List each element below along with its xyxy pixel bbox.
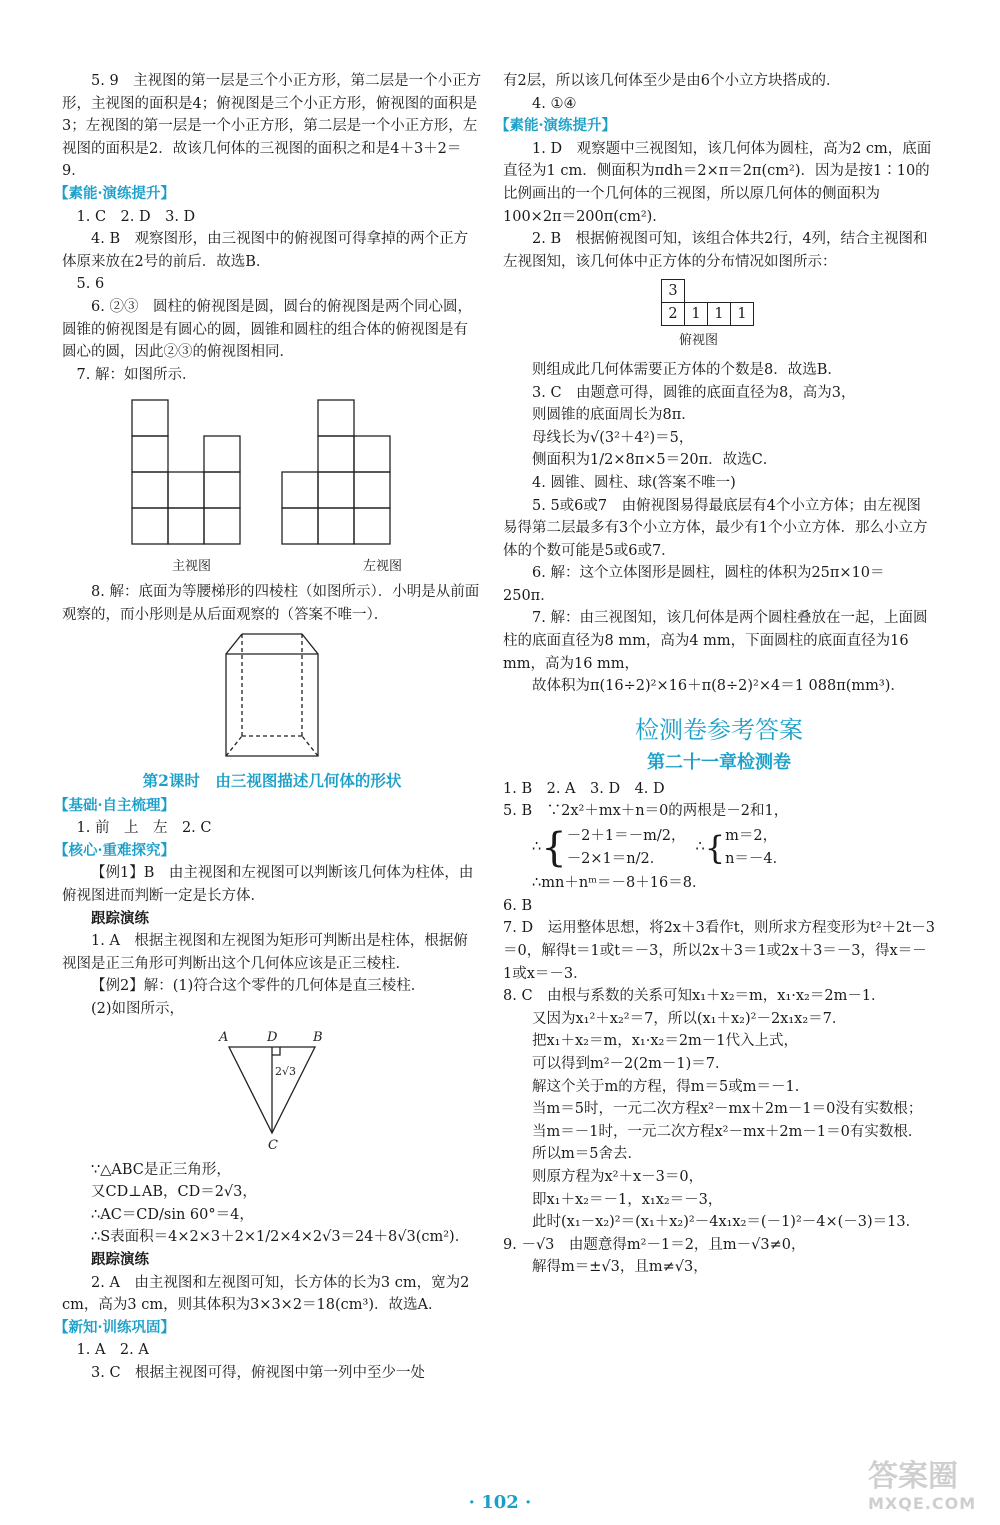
- section-heading: 【新知·训练巩固】: [54, 1318, 176, 1336]
- label-a: A: [219, 1029, 229, 1045]
- page-number: · 102 ·: [468, 1492, 532, 1513]
- answer-4: 4. B 观察图形，由三视图中的俯视图可得拿掉的两个正方体原来放在2号的前后．故选B．: [62, 231, 469, 270]
- test-answer-6: 6. B: [503, 897, 533, 914]
- sol-line-1: m＝2，: [725, 828, 778, 845]
- test-answer-1-4: 1. B 2. A 3. D 4. D: [503, 780, 665, 797]
- brace: {: [541, 824, 567, 871]
- test-answer-9: 9. －√3 由题意得m²－1＝2，且m－√3≠0，: [503, 1236, 806, 1253]
- answer-2-result: 则组成此几何体需要正方体的个数是8．故选B．: [532, 361, 842, 378]
- practice-label: 跟踪演练: [91, 909, 149, 927]
- test-answer-8-l11: 此时(x₁－x₂)²＝(x₁＋x₂)²－4x₁x₂＝(－1)²－4×(－3)＝13．: [532, 1214, 921, 1231]
- section-heading: 【素能·演练提升】: [495, 117, 617, 135]
- grid-cell: 1: [685, 302, 708, 326]
- lesson-title: 第2课时 由三视图描述几何体的形状: [142, 771, 402, 791]
- section-heading: 【素能·演练提升】: [54, 184, 176, 202]
- front-view-caption: 主视图: [172, 559, 212, 575]
- answer-basic: 1. 前 上 左 2. C: [76, 820, 212, 837]
- chapter-title: 第二十一章检测卷: [647, 751, 791, 773]
- answer-3-line2: 则圆锥的底面周长为8π．: [532, 407, 696, 424]
- test-answer-8-l6: 当m＝5时，一元二次方程x²－mx＋2m－1＝0没有实数根；: [532, 1101, 923, 1118]
- section-heading: 【基础·自主梳理】: [54, 796, 176, 814]
- answer-new-3: 3. C 根据主视图可得，俯视图中第一列中至少一处: [91, 1364, 426, 1381]
- test-answer-8-l7: 当m＝－1时，一元二次方程x²－mx＋2m－1＝0有实数根．: [532, 1123, 923, 1140]
- test-answer-5-result: ∴mn＋nᵐ＝－8＋16＝8．: [532, 875, 707, 892]
- therefore-symbol: ∴: [532, 839, 542, 856]
- answer-3: 3. C 由题意可得，圆锥的底面直径为8，高为3，: [532, 384, 856, 401]
- practice-1: 1. A 根据主视图和左视图为矩形可判断出是柱体，根据俯视图是正三角形可判断出这个几何体应该是正三棱柱．: [62, 933, 468, 972]
- test-answer-8-l3: 把x₁＋x₂＝m，x₁·x₂＝2m－1代入上式，: [532, 1033, 799, 1050]
- practice-label: 跟踪演练: [91, 1251, 149, 1268]
- test-answer-8-l2: 又因为x₁²＋x₂²＝7，所以(x₁＋x₂)²－2x₁x₂＝7．: [532, 1010, 847, 1027]
- test-answer-9-l2: 解得m＝±√3，且m≠√3，: [532, 1259, 708, 1276]
- answer-4: 4. ①④: [532, 95, 577, 112]
- answer-1-3: 1. C 2. D 3. D: [76, 208, 196, 225]
- test-answer-8-l5: 解这个关于m的方程，得m＝5或m＝－1．: [532, 1078, 810, 1095]
- answer-6: 6. ②③ 圆柱的俯视图是圆，圆台的俯视图是两个同心圆，圆锥的俯视图是有圆心的圆，圆锥和圆柱的组合体的俯视图是有圆心的圆，因此②③的俯视图相同．: [62, 298, 472, 361]
- answer-1: 1. D 观察题中三视图知，该几何体为圆柱，高为2 cm，底面直径为1 cm．侧面积为πdh＝2×π＝2π(cm²)．因为是按1∶10的比例画出的一个几何体的三视图，所以原几何体的侧面积为100×2π＝200π(cm²)．: [503, 140, 932, 225]
- grid-cell: 3: [661, 279, 685, 303]
- section-big-title: 检测卷参考答案: [635, 715, 803, 744]
- example-2: 【例2】解：(1)符合这个零件的几何体是直三棱柱．: [91, 978, 426, 995]
- answer-5: 5. 9 主视图的第一层是三个小正方形，第二层是一个小正方形，主视图的面积是4；俯视图是三个小正方形，俯视图的面积是3；左视图的第一层是一个小正方形，第二层是一个小正方形，左视图的面积是2．故该几何体的三视图的面积之和是4＋3＋2＝9．: [62, 73, 482, 180]
- grid-cell: 1: [731, 302, 754, 326]
- triangle-figure: [217, 1025, 327, 1155]
- answer-7: 7. 解：如图所示．: [76, 366, 197, 383]
- label-d: D: [267, 1029, 278, 1045]
- top-view-caption: 俯视图: [679, 333, 719, 349]
- continued-answer: 有2层，所以该几何体至少是由6个小立方块搭成的．: [503, 73, 841, 89]
- test-answer-8-l10: 即x₁＋x₂＝－1，x₁x₂＝－3，: [532, 1191, 723, 1208]
- answer-new-1-2: 1. A 2. A: [76, 1342, 149, 1359]
- answer-5b: 5. 6: [76, 276, 105, 293]
- right-column: [495, 70, 935, 1279]
- answer-5: 5. 5或6或7 由俯视图易得最底层有4个小立方体；由左视图易得第二层最多有3个小立方体，最少有1个小立方体．那么小立方体的个数可能是5或6或7．: [503, 497, 928, 559]
- answer-4b: 4. 圆锥、圆柱、球(答案不唯一): [532, 474, 736, 491]
- test-answer-8-l9: 则原方程为x²＋x－3＝0，: [532, 1168, 704, 1185]
- eq-line-1: －2＋1＝－m/2，: [566, 828, 686, 845]
- prism-figure: [222, 630, 322, 764]
- test-answer-8: 8. C 由根与系数的关系可知x₁＋x₂＝m，x₁·x₂＝2m－1．: [503, 988, 886, 1005]
- practice-2: 2. A 由主视图和左视图可知，长方体的长为3 cm，宽为2 cm，高为3 cm，则其体积为3×3×2＝18(cm³)．故选A．: [62, 1274, 470, 1314]
- proof-line-3: ∴AC＝CD/sin 60°＝4，: [91, 1206, 254, 1223]
- proof-line-4: ∴S表面积＝4×2×3＋2×1/2×4×2√3＝24＋8√3(cm²)．: [91, 1229, 470, 1246]
- answer-7-result: 故体积为π(16÷2)²×16＋π(8÷2)²×4＝1 088π(mm³)．: [532, 678, 905, 695]
- watermark-line1: 答案圈: [868, 1459, 958, 1494]
- watermark-logo: [868, 1460, 988, 1518]
- left-view-caption: 左视图: [362, 559, 402, 575]
- grid-cell: 2: [661, 302, 685, 326]
- answer-3-line3: 母线长为√(3²＋4²)＝5，: [532, 429, 694, 446]
- equation-system: [503, 825, 935, 870]
- example-1: 【例1】B 由主视图和左视图可以判断该几何体为柱体，由俯视图进而判断一定是长方体．: [62, 865, 474, 905]
- therefore-symbol: ∴: [695, 839, 705, 856]
- label-b: B: [313, 1029, 323, 1045]
- proof-line-1: ∵△ABC是正三角形，: [91, 1161, 231, 1178]
- grid-cell: 1: [708, 302, 731, 326]
- answer-2: 2. B 根据俯视图可知，该组合体共2行，4列，结合主视图和左视图知，该几何体中正方体的分布情况如图所示：: [503, 231, 928, 270]
- sol-line-2: n＝－4．: [725, 850, 788, 867]
- eq-line-2: －2×1＝n/2．: [566, 850, 665, 867]
- test-answer-7: 7. D 运用整体思想，将2x＋3看作t，则所求方程变形为t²＋2t－3＝0，解得t＝1或t＝－3，所以2x＋3＝1或2x＋3＝－3，得x＝－1或x＝－3．: [503, 920, 935, 982]
- example-2-part2: (2)如图所示，: [91, 1001, 185, 1018]
- label-c: C: [268, 1137, 278, 1153]
- answer-8: 8. 解：底面为等腰梯形的四棱柱（如图所示）．小明是从前面观察的，而小彤则是从后面观察的（答案不唯一）．: [62, 583, 480, 623]
- section-heading: 【核心·重难探究】: [54, 841, 176, 859]
- proof-line-2: 又CD⊥AB，CD＝2√3，: [91, 1184, 257, 1201]
- label-height: 2√3: [275, 1064, 297, 1078]
- top-view-grid: [661, 279, 771, 353]
- answer-6: 6. 解：这个立体图形是圆柱，圆柱的体积为25π×10＝250π．: [503, 565, 885, 604]
- left-column: [54, 70, 482, 1385]
- test-answer-8-l8: 所以m＝5舍去．: [532, 1146, 642, 1163]
- views-figure: [122, 390, 422, 558]
- watermark-line2: MXQE.COM: [868, 1494, 977, 1513]
- answer-3-line4: 侧面积为1/2×8π×5＝20π．故选C．: [532, 452, 778, 469]
- test-answer-5: 5. B ∵2x²＋mx＋n＝0的两根是－2和1，: [503, 803, 789, 820]
- brace: {: [704, 828, 726, 867]
- answer-7: 7. 解：由三视图知，该几何体是两个圆柱叠放在一起，上面圆柱的底面直径为8 mm，高为4 mm，下面圆柱的底面直径为16 mm，高为16 mm，: [503, 610, 928, 672]
- test-answer-8-l4: 可以得到m²－2(2m－1)＝7．: [532, 1055, 730, 1072]
